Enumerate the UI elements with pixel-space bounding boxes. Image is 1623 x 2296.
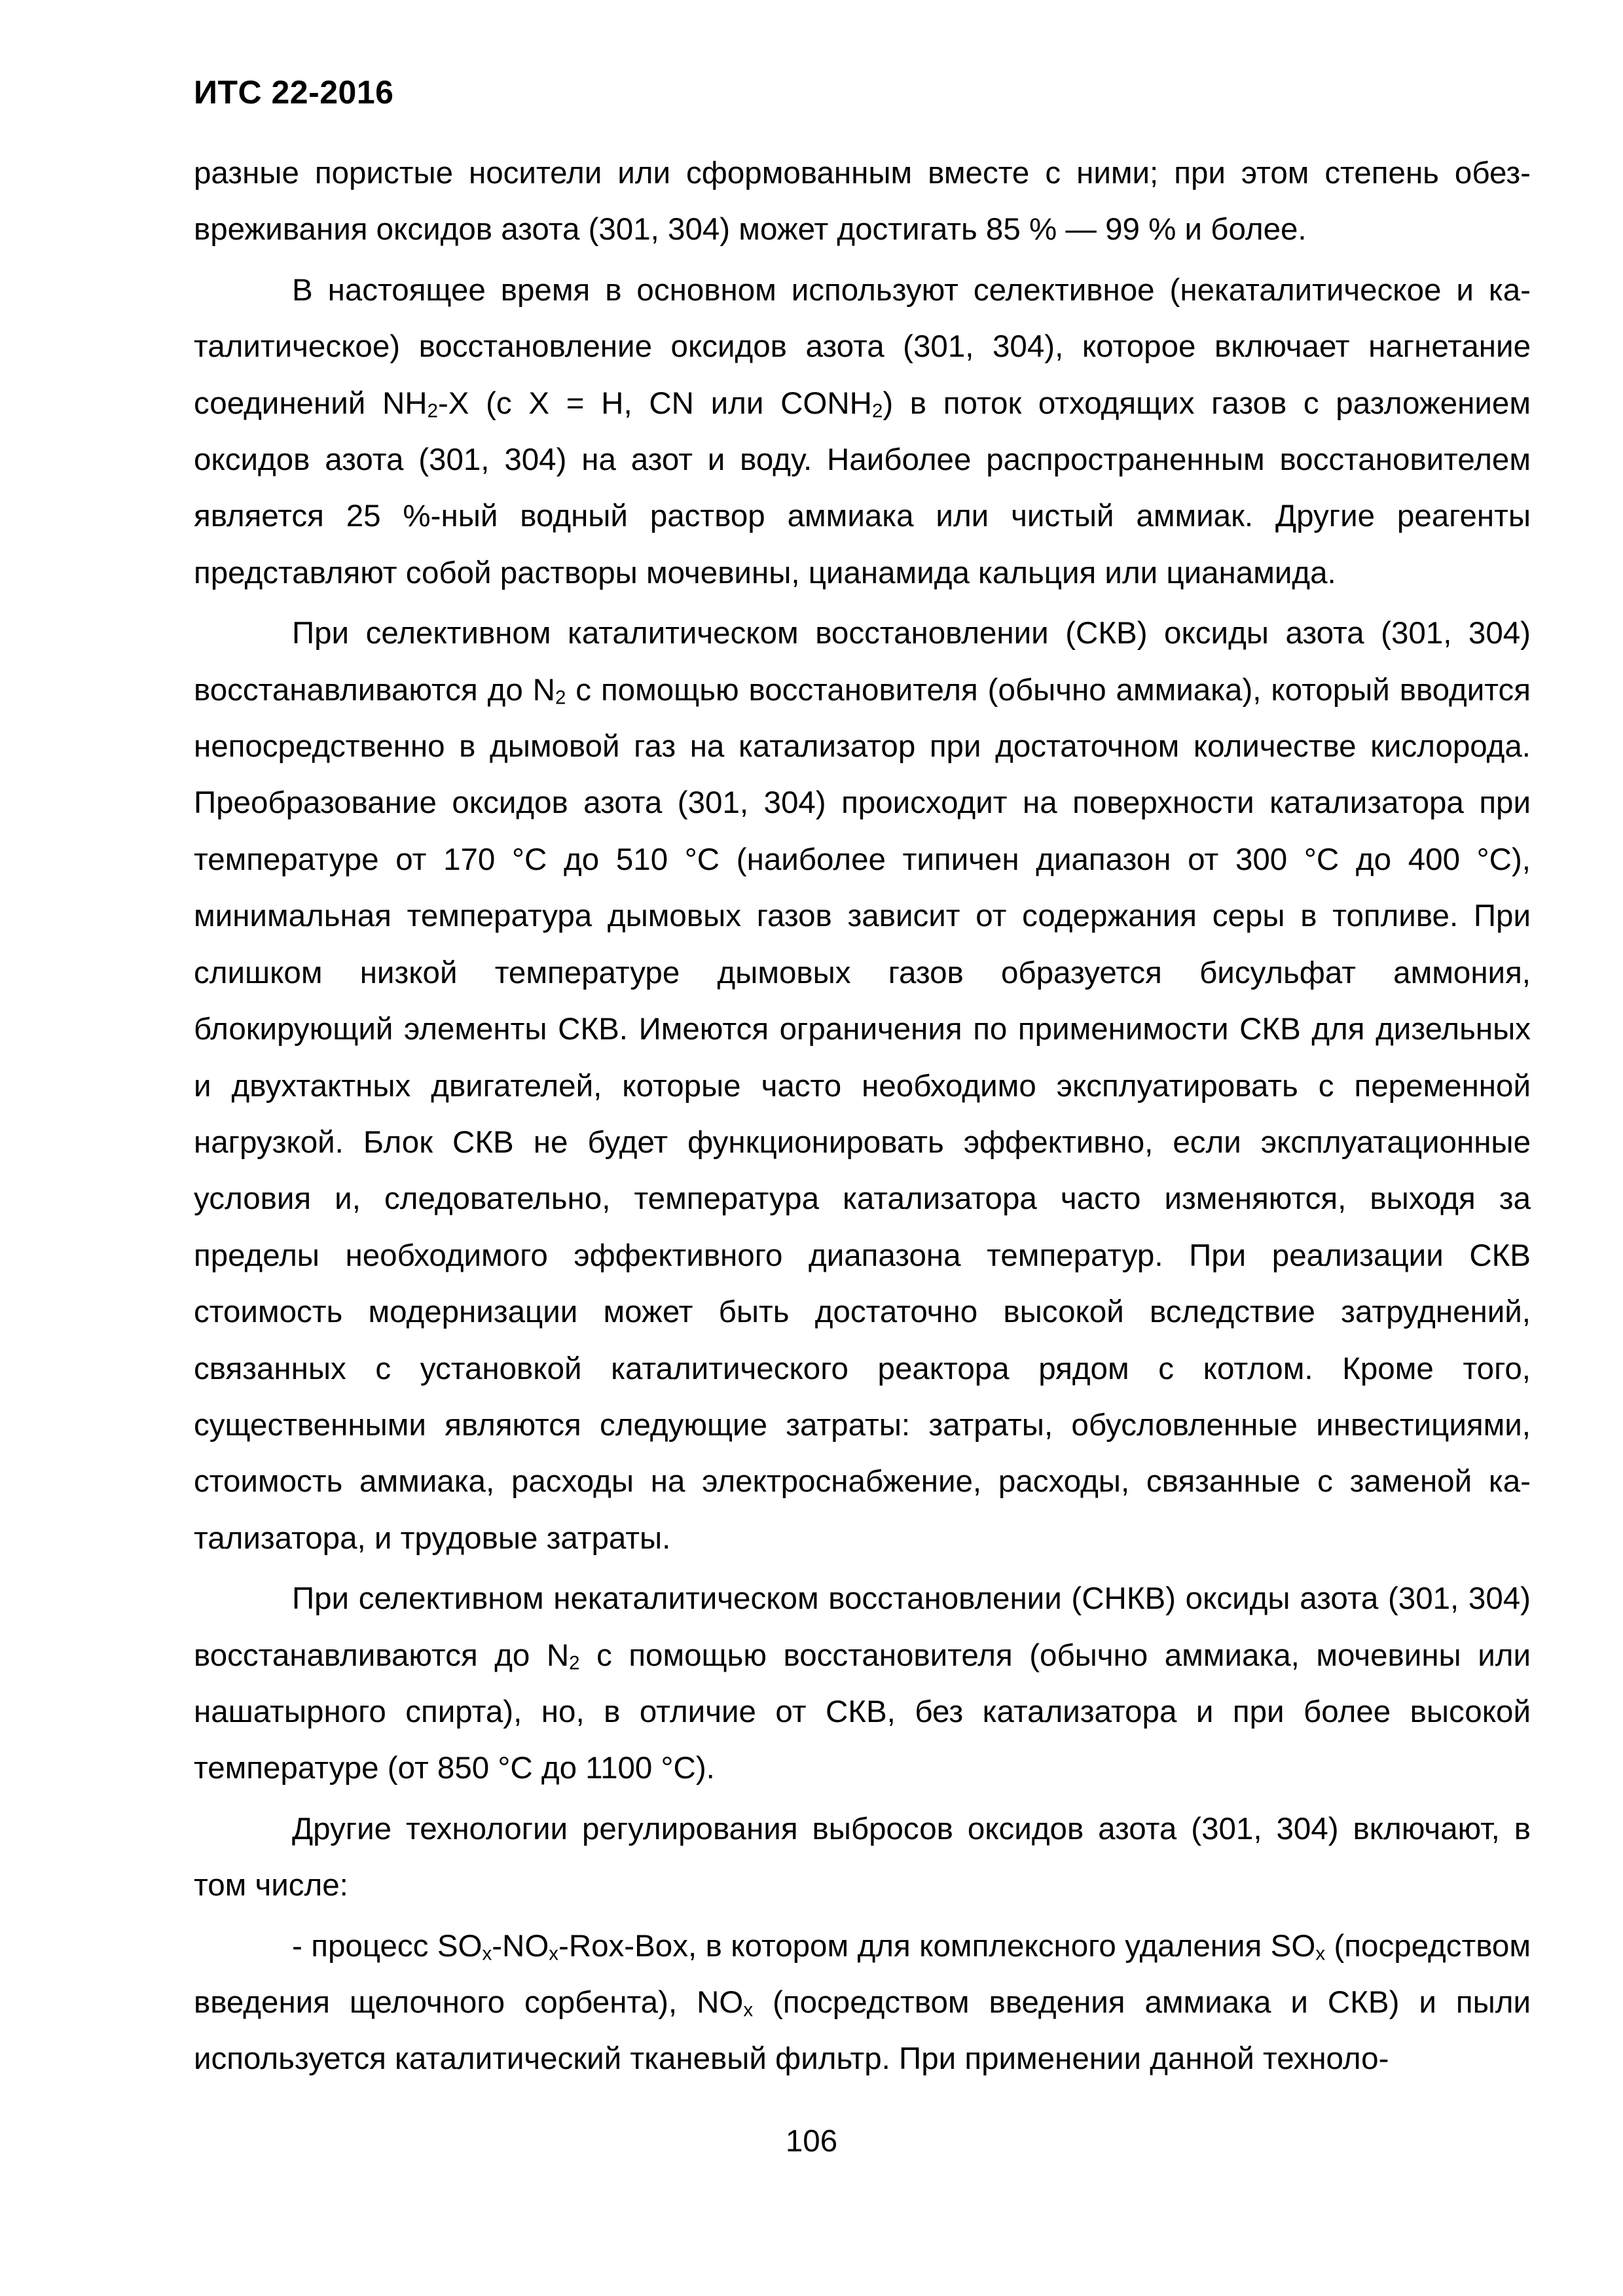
paragraph-sncr: При селективном некаталитическом восстановлении (СНКВ) оксиды азота (301, 304) восстанавливаются до $N_2$ с помощью восстановителя (обычно аммиака, мочевины или нашатырного спирта), но, в отличие от СКВ, без катализатора и при более высокой температуре (от 850 °С до 1100 °С). (194, 1581, 1531, 1786)
list-item-sox-nox-process: - процесс $SO_x-NO_x-Rox$-Box, в котором для комплексного удаления $SO_x$ (посредством введения щелочного сорбента), $NO_x$ (посредством введения аммиака и СКВ) и пыли используется каталитический тканевый фильтр. При применении данной техноло- (194, 1928, 1531, 2077)
paragraph-reduction-overview: В настоящее время в основном используют селективное (некаталитическое и каталитическое) восстановление оксидов азота (301, 304), которое включает нагнетание соединений $NH_2-X$ (с X = H, CN или $CONH_2$) в поток отходящих газов с разложением оксидов азота (301, 304) на азот и воду. Наиболее распространенным восстановителем является 25 %-ный водный раствор аммиака или чистый аммиак. Другие реагенты представляют собой растворы мочевины, цианамида кальция или цианамида. (194, 272, 1531, 590)
paragraph-continuation (194, 145, 1531, 259)
paragraph-other-technologies (194, 1801, 1531, 1914)
page-number: 106 (785, 2124, 838, 2159)
page-body (194, 145, 1531, 2088)
paragraph-text: разные пористые носители или сформованным вместе с ними; при этом степень обезвреживания оксидов азота (301, 304) может достигать 85 % — 99 % и более. (194, 156, 1531, 247)
paragraph-scr: При селективном каталитическом восстановлении (СКВ) оксиды азота (301, 304) восстанавливаются до $N_2$ с помощью восстановителя (обычно аммиака), который вводится непосредственно в дымовой газ на катализатор при достаточном количестве кислорода. Преобразование оксидов азота (301, 304) происходит на поверхности катализатора при температуре от 170 °С до 510 °С (наиболее типичен диапазон от 300 °С до 400 °С), минимальная температура дымовых газов зависит от содержания серы в топливе. При слишком низкой температуре дымовых газов образуется бисульфат аммония, блокирующий элементы СКВ. Имеются ограничения по применимости СКВ для дизельных и двухтактных двигателей, которые часто необходимо эксплуатировать с переменной нагрузкой. Блок СКВ не будет функционировать эффективно, если эксплуатационные условия и, следовательно, температура катализатора часто изменяются, выходя за пределы необходимого эффективного диапазона температур. При реализации СКВ стоимость модернизации может быть достаточно высокой вследствие затруднений, связанных с установкой каталитического реактора рядом с котлом. Кроме того, существенными являются следующие затраты: затраты, обусловленные инвестициями, стоимость аммиака, расходы на электроснабжение, расходы, связанные с заменой катализатора, и трудовые затраты. (194, 616, 1531, 1556)
document-header: ИТС 22-2016 (194, 74, 394, 111)
paragraph-text: Другие технологии регулирования выбросов оксидов азота (301, 304) включают, в том числе: (194, 1811, 1531, 1903)
